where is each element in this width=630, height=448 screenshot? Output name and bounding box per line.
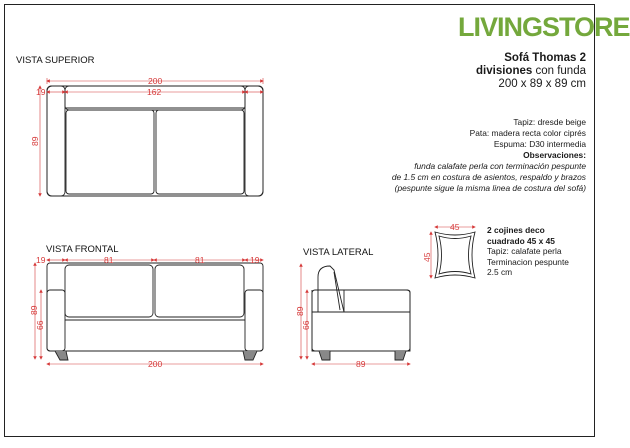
dim-front-width: 200 [148, 359, 163, 369]
front-view-dimensions [35, 260, 262, 364]
label-front-view: VISTA FRONTAL [46, 244, 119, 255]
brand-logo: LIVINGSTORE [458, 12, 630, 42]
dim-side-depth: 89 [356, 359, 366, 369]
title-line-1: Sofá Thomas 2 [504, 52, 586, 64]
cushion-title-1: 2 cojines deco [487, 225, 545, 235]
spec-obs-2: de 1.5 cm en costura de asientos, respaldo y brazos [391, 172, 586, 182]
dim-top-seat: 162 [147, 87, 162, 97]
dim-cushion-height: 45 [422, 252, 432, 262]
dim-front-arm-left: 19 [36, 255, 46, 265]
side-view-dimensions [301, 265, 409, 364]
spec-obs-title: Observaciones: [523, 150, 586, 160]
title-line-2-bold: divisiones [476, 65, 533, 77]
spec-obs-1: funda calafate perla con terminación pespunte [414, 161, 586, 171]
dim-front-height: 89 [29, 305, 39, 315]
dim-side-height: 89 [295, 306, 305, 316]
dim-top-arm-left: 19 [36, 87, 46, 97]
cushion-dimensions [431, 227, 474, 277]
cushion-tapiz-1: Tapiz: calafate perla [487, 246, 562, 256]
dim-front-arm-height: 66 [35, 320, 45, 330]
side-view-drawing [312, 266, 410, 360]
dim-top-width: 200 [148, 76, 163, 86]
title-line-2-rest: con funda [532, 65, 586, 77]
title-dimensions: 200 x 89 x 89 cm [498, 78, 586, 90]
spec-espuma: Espuma: D30 intermedia [493, 139, 586, 149]
cushion-tapiz-2: Terminacion pespunte [487, 256, 569, 267]
spec-pata: Pata: madera recta color ciprés [469, 128, 586, 138]
dim-side-arm-height: 66 [301, 320, 311, 330]
label-top-view: VISTA SUPERIOR [16, 55, 95, 66]
dim-top-depth: 89 [30, 136, 40, 146]
spec-obs-3: (pespunte sigue la misma linea de costura del sofá) [394, 183, 586, 193]
cushion-title-2: cuadrado 45 x 45 [487, 235, 555, 246]
front-view-drawing [47, 263, 263, 360]
label-side-view: VISTA LATERAL [303, 247, 374, 258]
spec-tapiz: Tapiz: dresde beige [513, 117, 586, 127]
cushion-tapiz-3: 2.5 cm [487, 267, 513, 277]
dim-front-seat-left: 81 [104, 255, 114, 265]
dim-front-seat-right: 81 [195, 255, 205, 265]
top-view-drawing [47, 86, 263, 196]
cushion-drawing [435, 232, 475, 278]
dim-front-arm-right: 19 [250, 255, 260, 265]
dim-cushion-width: 45 [450, 222, 460, 232]
